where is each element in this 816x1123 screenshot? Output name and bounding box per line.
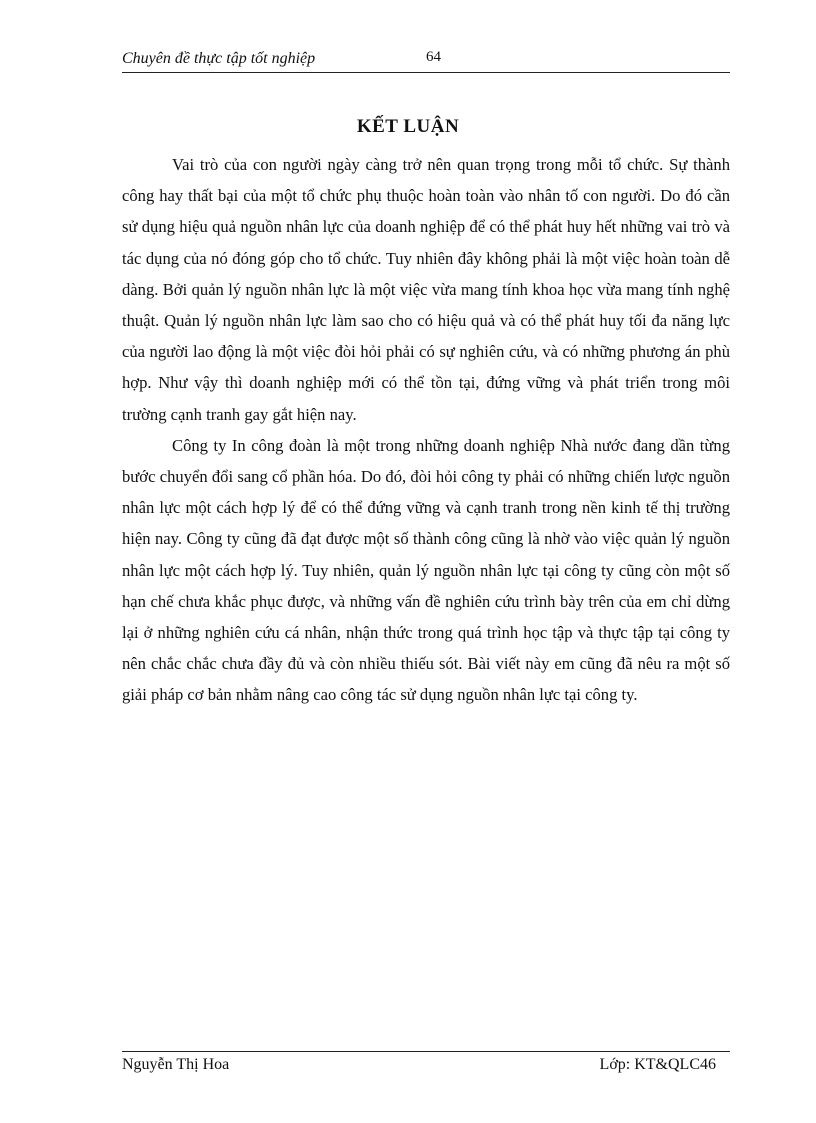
- body-text: [122, 149, 730, 711]
- header-title: Chuyên đề thực tập tốt nghiệp: [122, 50, 316, 67]
- paragraph-1: Vai trò của con người ngày càng trở nên quan trọng trong mỗi tổ chức. Sự thành công hay thất bại của một tổ chức phụ thuộc hoàn toàn vào nhân tố con người. Do đó cần sử dụng hiệu quả nguồn nhân lực của doanh nghiệp để có thể phát huy hết những vai trò và tác dụng của nó đóng góp cho tổ chức. Tuy nhiên đây không phải là một việc hoàn toàn dễ dàng. Bởi quản lý nguồn nhân lực là một việc vừa mang tính khoa học vừa mang tính nghệ thuật. Quản lý nguồn nhân lực làm sao cho có hiệu quả và có thể phát huy tối đa năng lực của người lao động là một việc đòi hỏi phải có sự nghiên cứu, và có những phương án phù hợp. Như vậy thì doanh nghiệp mới có thể tồn tại, đứng vững và phát triển trong môi trường cạnh tranh gay gắt hiện nay.: [122, 155, 730, 424]
- footer-class: Lớp: KT&QLC46: [599, 1056, 716, 1073]
- paragraph-2: Công ty In công đoàn là một trong những doanh nghiệp Nhà nước đang dần từng bước chuyển đổi sang cổ phần hóa. Do đó, đòi hỏi công ty phải có những chiến lược nguồn nhân lực một cách hợp lý để có thể đứng vững và cạnh tranh trong nền kinh tế thị trường hiện nay. Công ty cũng đã đạt được một số thành công cũng là nhờ vào việc quản lý nguồn nhân lực một cách hợp lý. Tuy nhiên, quản lý nguồn nhân lực tại công ty cũng còn một số hạn chế chưa khắc phục được, và những vấn đề nghiên cứu trình bày trên của em chỉ dừng lại ở những nghiên cứu cá nhân, nhận thức trong quá trình học tập và thực tập tại công ty nên chắc chắc chưa đầy đủ và còn nhiều thiếu sót. Bài viết này em cũng đã nêu ra một số giải pháp cơ bản nhằm nâng cao công tác sử dụng nguồn nhân lực tại công ty.: [122, 435, 730, 705]
- footer-author: Nguyễn Thị Hoa: [122, 1056, 230, 1073]
- page-number: 64: [426, 49, 441, 65]
- page-footer: [122, 1051, 730, 1073]
- section-heading: KẾT LUẬN: [356, 116, 460, 137]
- page-header: [122, 48, 730, 73]
